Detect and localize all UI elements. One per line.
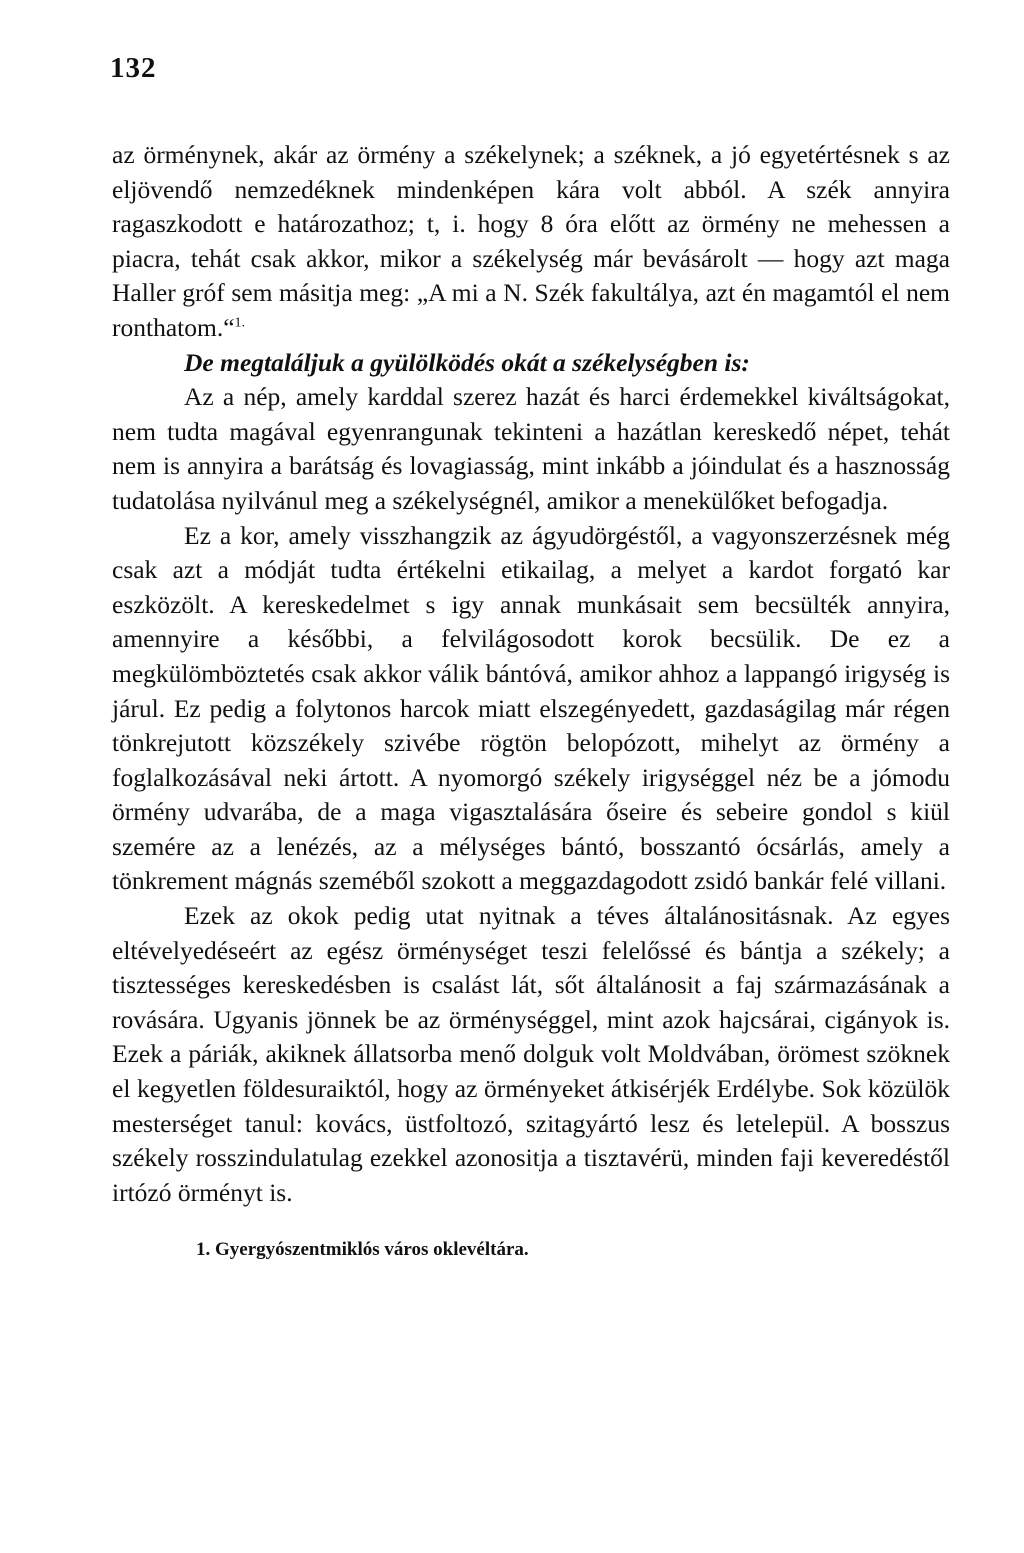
paragraph-1: [112, 138, 950, 346]
section-lead: De megtaláljuk a gyülölködés okát a székelységben is:: [184, 347, 750, 377]
paragraph-4: Ez a kor, amely visszhangzik az ágyudörgéstől, a vagyonszerzésnek még csak azt a módját tudta értékelni etikailag, a melyet a kardot forgató kar eszközölt. A kereskedelmet s igy annak munkásait sem becsülték annyira, amennyire a későbbi, a felvilágosodott korok becsülik. De ez a megkülömböztetés csak akkor válik bántóvá, amikor ahhoz a lappangó irigység is járul. Ez pedig a folytonos harcok miatt elszegényedett, gazdaságilag már régen tönkrejutott közszékely szivébe rögtön belopózott, mihelyt az örmény a foglalkozásával neki ártott. A nyomorgó székely irigységgel néz be a jómodu örmény udvarába, de a maga vigasztalására őseire és sebeire gondol s kiül szemére az a lenézés, az a mélységes bántó, bosszantó ócsárlás, amely a tönkrement mágnás szeméből szokott a meggazdagodott zsidó bankár felé villani.: [112, 520, 950, 896]
footnote: 1. Gyergyószentmiklós város oklevéltára.: [196, 1239, 529, 1261]
page-number: 132: [110, 52, 157, 84]
footnote-reference: 1.: [234, 315, 246, 331]
paragraph-5: Ezek az okok pedig utat nyitnak a téves általánositásnak. Az egyes eltévelyedéseért az egész örménységet teszi felelőssé és bántja a székely; a tisztességes kereskedésben is csalást lát, sőt általánosit a faj származásának a rovására. Ugyanis jönnek be az örménységgel, mint azok hajcsárai, cigányok is. Ezek a páriák, akiknek állatsorba menő dolguk volt Moldvában, örömest szöknek el kegyetlen földesuraiktól, hogy az örményeket átkisérjék Erdélybe. Sok közülök mesterséget tanul: kovács, üstfoltozó, szitagyártó lesz és letelepül. A bosszus székely rosszindulatulag ezekkel azonositja a tisztavérü, minden faji keveredéstől irtózó örményt is.: [112, 901, 950, 1207]
document-page: [112, 52, 950, 1262]
paragraph-1-text: az örménynek, akár az örmény a székelynek; a széknek, a jó egyetértésnek s az eljövendő nemzedéknek mindenképen kára volt abból. A szék annyira ragaszkodott e határozathoz; t, i. hogy 8 óra előtt az örmény ne mehessen a piacra, tehát csak akkor, mikor a székelység már bevásárolt — hogy azt maga Haller gróf sem másitja meg: „A mi a N. Szék fakultálya, azt én magamtól el nem ronthatom.“: [112, 140, 950, 342]
paragraph-3: Az a nép, amely karddal szerez hazát és harci érdemekkel kiváltságokat, nem tudta magával egyenrangunak tekinteni a hazátlan kereskedő népet, tehát nem is annyira a barátság és lovagiasság, mint inkább a jóindulat és a hasznosság tudatolása nyilvánul meg a székelységnél, amikor a menekülőket befogadja.: [112, 382, 950, 515]
